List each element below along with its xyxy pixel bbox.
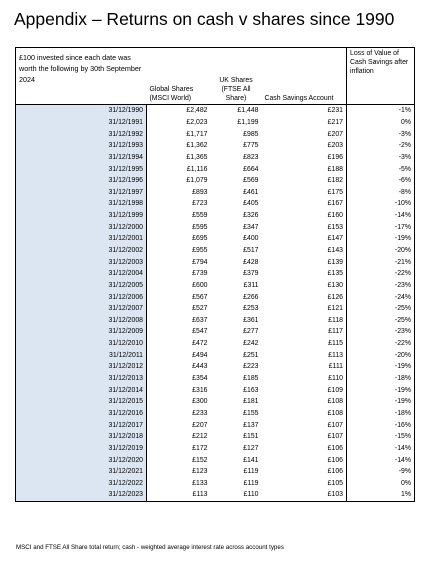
loss-of-value-cell: -16% (347, 419, 415, 431)
global-shares-cell: £1,362 (186, 142, 208, 150)
loss-of-value-cell: -18% (347, 373, 415, 385)
returns-table (15, 47, 415, 502)
loss-of-value-cell: -20% (347, 245, 415, 257)
date-cell: 31/12/1991 (16, 117, 147, 129)
date-cell: 31/12/2015 (16, 396, 147, 408)
loss-of-value-cell: -8% (347, 186, 415, 198)
uk-shares-cell: £326 (243, 212, 259, 220)
loss-of-value-cell: -14% (347, 210, 415, 222)
global-shares-cell: £723 (192, 200, 208, 208)
loss-of-value-cell: -10% (347, 198, 415, 210)
table-row (16, 140, 415, 152)
table-row (16, 105, 415, 117)
global-shares-cell: £637 (192, 316, 208, 324)
uk-shares-cell: £119 (243, 479, 259, 487)
date-cell: 31/12/1994 (16, 152, 147, 164)
loss-of-value-cell: -14% (347, 443, 415, 455)
table-row (16, 291, 415, 303)
table-row (16, 419, 415, 431)
date-cell: 31/12/1998 (16, 198, 147, 210)
cash-savings-cell: £103 (262, 489, 347, 501)
loss-of-value-cell: 0% (347, 117, 415, 129)
table-row (16, 489, 415, 501)
loss-of-value-cell: -5% (347, 163, 415, 175)
uk-shares-cell: £379 (243, 270, 259, 278)
date-cell: 31/12/1999 (16, 210, 147, 222)
header-global-shares: Global Shares (MSCI World) (147, 48, 211, 105)
loss-of-value-cell: -3% (347, 128, 415, 140)
table-row (16, 349, 415, 361)
table-row (16, 268, 415, 280)
table-row (16, 256, 415, 268)
loss-of-value-cell: -22% (347, 338, 415, 350)
date-cell: 31/12/2011 (16, 349, 147, 361)
uk-shares-cell: £253 (243, 305, 259, 313)
loss-of-value-cell: -6% (347, 175, 415, 187)
uk-shares-cell: £127 (243, 444, 259, 452)
global-shares-cell: £567 (192, 293, 208, 301)
uk-shares-cell: £1,448 (237, 107, 259, 115)
loss-of-value-cell: -19% (347, 384, 415, 396)
date-cell: 31/12/1997 (16, 186, 147, 198)
global-shares-cell: £316 (192, 386, 208, 394)
date-cell: 31/12/2013 (16, 373, 147, 385)
uk-shares-cell: £775 (243, 142, 259, 150)
uk-shares-cell: £266 (243, 293, 259, 301)
uk-shares-cell: £361 (243, 316, 259, 324)
cash-savings-cell: £110 (262, 373, 347, 385)
date-cell: 31/12/2016 (16, 408, 147, 420)
table-row (16, 233, 415, 245)
loss-of-value-cell: -3% (347, 152, 415, 164)
date-cell: 31/12/2017 (16, 419, 147, 431)
loss-of-value-cell: -20% (347, 349, 415, 361)
cash-savings-cell: £105 (262, 478, 347, 490)
cash-savings-cell: £117 (262, 326, 347, 338)
table-row (16, 175, 415, 187)
table-row (16, 245, 415, 257)
uk-shares-cell: £311 (243, 281, 259, 289)
cash-savings-cell: £121 (262, 303, 347, 315)
uk-shares-cell: £163 (243, 386, 259, 394)
date-cell: 31/12/2004 (16, 268, 147, 280)
uk-shares-cell: £517 (243, 247, 259, 254)
table-row (16, 152, 415, 164)
date-cell: 31/12/2003 (16, 256, 147, 268)
table-row (16, 221, 415, 233)
global-shares-cell: £300 (192, 398, 208, 406)
cash-savings-cell: £108 (262, 396, 347, 408)
loss-of-value-cell: -19% (347, 233, 415, 245)
global-shares-cell: £739 (192, 270, 208, 278)
global-shares-cell: £1,365 (186, 153, 208, 161)
table-row (16, 361, 415, 373)
cash-savings-cell: £139 (262, 256, 347, 268)
cash-savings-cell: £153 (262, 221, 347, 233)
table-row (16, 326, 415, 338)
global-shares-cell: £1,717 (186, 130, 208, 138)
date-cell: 31/12/1996 (16, 175, 147, 187)
date-cell: 31/12/2010 (16, 338, 147, 350)
date-cell: 31/12/2014 (16, 384, 147, 396)
loss-of-value-cell: -25% (347, 315, 415, 327)
cash-savings-cell: £175 (262, 186, 347, 198)
uk-shares-cell: £347 (243, 223, 259, 231)
global-shares-cell: £600 (192, 281, 208, 289)
uk-shares-cell: £185 (243, 375, 259, 383)
uk-shares-cell: £428 (243, 258, 259, 266)
cash-savings-cell: £118 (262, 315, 347, 327)
loss-of-value-cell: -23% (347, 280, 415, 292)
cash-savings-cell: £115 (262, 338, 347, 350)
loss-of-value-cell: -24% (347, 291, 415, 303)
table-row (16, 315, 415, 327)
loss-of-value-cell: -19% (347, 361, 415, 373)
cash-savings-cell: £106 (262, 454, 347, 466)
global-shares-cell: £893 (192, 188, 208, 196)
global-shares-cell: £207 (192, 421, 208, 429)
global-shares-cell: £113 (147, 489, 211, 501)
cash-savings-cell: £188 (262, 163, 347, 175)
loss-of-value-cell: -2% (347, 140, 415, 152)
loss-of-value-cell: -14% (347, 454, 415, 466)
date-cell: 31/12/1992 (16, 128, 147, 140)
header-description: £100 invested since each date was worth the following by 30th September 2024 (16, 48, 147, 105)
header-uk-shares: UK Shares (FTSE All Share) (211, 48, 262, 105)
header-loss-of-value: Loss of Value of Cash Savings after inflation (347, 48, 415, 105)
table-row (16, 466, 415, 478)
cash-savings-cell: £108 (262, 408, 347, 420)
uk-shares-cell: £461 (243, 188, 259, 196)
cash-savings-cell: £135 (262, 268, 347, 280)
loss-of-value-cell: -25% (347, 303, 415, 315)
uk-shares-cell: £823 (243, 153, 259, 161)
uk-shares-cell: £1,199 (237, 118, 259, 126)
loss-of-value-cell: -18% (347, 408, 415, 420)
global-shares-cell: £472 (192, 340, 208, 348)
table-row (16, 210, 415, 222)
date-cell: 31/12/2023 (16, 489, 147, 501)
cash-savings-cell: £106 (262, 443, 347, 455)
global-shares-cell: £152 (192, 456, 208, 464)
date-cell: 31/12/1990 (16, 105, 147, 117)
cash-savings-cell: £107 (262, 431, 347, 443)
table-row (16, 384, 415, 396)
global-shares-cell: £443 (192, 363, 208, 371)
uk-shares-cell: £137 (243, 421, 259, 429)
table-row (16, 408, 415, 420)
table-body (16, 105, 415, 502)
table-row (16, 163, 415, 175)
loss-of-value-cell: -1% (347, 105, 415, 117)
global-shares-cell: £212 (192, 433, 208, 441)
global-shares-cell: £794 (192, 258, 208, 266)
table-row (16, 454, 415, 466)
cash-savings-cell: £109 (262, 384, 347, 396)
global-shares-cell: £695 (192, 235, 208, 243)
date-cell: 31/12/2006 (16, 291, 147, 303)
table-row (16, 128, 415, 140)
global-shares-cell: £1,116 (186, 165, 208, 173)
date-cell: 31/12/2007 (16, 303, 147, 315)
table-row (16, 396, 415, 408)
global-shares-cell: £1,079 (186, 177, 208, 185)
global-shares-cell: £233 (192, 409, 208, 417)
global-shares-cell: £527 (192, 305, 208, 313)
date-cell: 31/12/2022 (16, 478, 147, 490)
loss-of-value-cell: -17% (347, 221, 415, 233)
global-shares-cell: £2,482 (186, 107, 208, 115)
uk-shares-cell: £277 (243, 328, 259, 336)
global-shares-cell: £2,023 (186, 118, 208, 126)
table-row (16, 198, 415, 210)
table-row (16, 117, 415, 129)
date-cell: 31/12/2001 (16, 233, 147, 245)
uk-shares-cell: £151 (243, 433, 259, 441)
loss-of-value-cell: -9% (347, 466, 415, 478)
uk-shares-cell: £405 (243, 200, 259, 208)
loss-of-value-cell: -23% (347, 326, 415, 338)
uk-shares-cell: £664 (243, 165, 259, 173)
table-row (16, 280, 415, 292)
cash-savings-cell: £111 (262, 361, 347, 373)
page-title: Appendix – Returns on cash v shares since 1990 (14, 9, 395, 29)
cash-savings-cell: £231 (262, 105, 347, 117)
uk-shares-cell: £110 (211, 489, 262, 501)
date-cell: 31/12/2020 (16, 454, 147, 466)
cash-savings-cell: £113 (262, 349, 347, 361)
cash-savings-cell: £147 (262, 233, 347, 245)
loss-of-value-cell: -15% (347, 431, 415, 443)
date-cell: 31/12/2009 (16, 326, 147, 338)
uk-shares-cell: £181 (243, 398, 259, 406)
cash-savings-cell: £130 (262, 280, 347, 292)
table-row (16, 338, 415, 350)
cash-savings-cell: £160 (262, 210, 347, 222)
date-cell: 31/12/2002 (16, 245, 147, 257)
header-cash-savings: Cash Savings Account (262, 48, 347, 105)
uk-shares-cell: £223 (243, 363, 259, 371)
cash-savings-cell: £126 (262, 291, 347, 303)
global-shares-cell: £595 (192, 223, 208, 231)
date-cell: 31/12/2021 (16, 466, 147, 478)
uk-shares-cell: £119 (243, 468, 259, 476)
global-shares-cell: £172 (192, 444, 208, 452)
global-shares-cell: £955 (192, 247, 208, 254)
table-row (16, 186, 415, 198)
uk-shares-cell: £251 (243, 351, 259, 359)
date-cell: 31/12/2019 (16, 443, 147, 455)
cash-savings-cell: £207 (262, 128, 347, 140)
loss-of-value-cell: 0% (347, 478, 415, 490)
table-row (16, 431, 415, 443)
date-cell: 31/12/2000 (16, 221, 147, 233)
cash-savings-cell: £203 (262, 140, 347, 152)
global-shares-cell: £133 (192, 479, 208, 487)
cash-savings-cell: £143 (262, 245, 347, 257)
uk-shares-cell: £985 (243, 130, 259, 138)
cash-savings-cell: £167 (262, 198, 347, 210)
date-cell: 31/12/1995 (16, 163, 147, 175)
cash-savings-cell: £182 (262, 175, 347, 187)
cash-savings-cell: £107 (262, 419, 347, 431)
loss-of-value-cell: -19% (347, 396, 415, 408)
uk-shares-cell: £155 (243, 409, 259, 417)
table-row (16, 443, 415, 455)
loss-of-value-cell: -22% (347, 268, 415, 280)
date-cell: 31/12/1993 (16, 140, 147, 152)
cash-savings-cell: £217 (262, 117, 347, 129)
date-cell: 31/12/2012 (16, 361, 147, 373)
date-cell: 31/12/2018 (16, 431, 147, 443)
global-shares-cell: £547 (192, 328, 208, 336)
uk-shares-cell: £569 (243, 177, 259, 185)
global-shares-cell: £494 (192, 351, 208, 359)
uk-shares-cell: £141 (243, 456, 259, 464)
table-row (16, 303, 415, 315)
cash-savings-cell: £196 (262, 152, 347, 164)
global-shares-cell: £559 (192, 212, 208, 220)
global-shares-cell: £354 (192, 375, 208, 383)
table-row (16, 373, 415, 385)
date-cell: 31/12/2008 (16, 315, 147, 327)
global-shares-cell: £123 (192, 468, 208, 476)
table-row (16, 478, 415, 490)
footnote: MSCI and FTSE All Share total return; cash - weighted average interest rate across account types (16, 544, 284, 551)
loss-of-value-cell: -21% (347, 256, 415, 268)
loss-of-value-cell: 1% (347, 489, 415, 501)
uk-shares-cell: £242 (243, 340, 259, 348)
cash-savings-cell: £106 (262, 466, 347, 478)
uk-shares-cell: £400 (243, 235, 259, 243)
date-cell: 31/12/2005 (16, 280, 147, 292)
